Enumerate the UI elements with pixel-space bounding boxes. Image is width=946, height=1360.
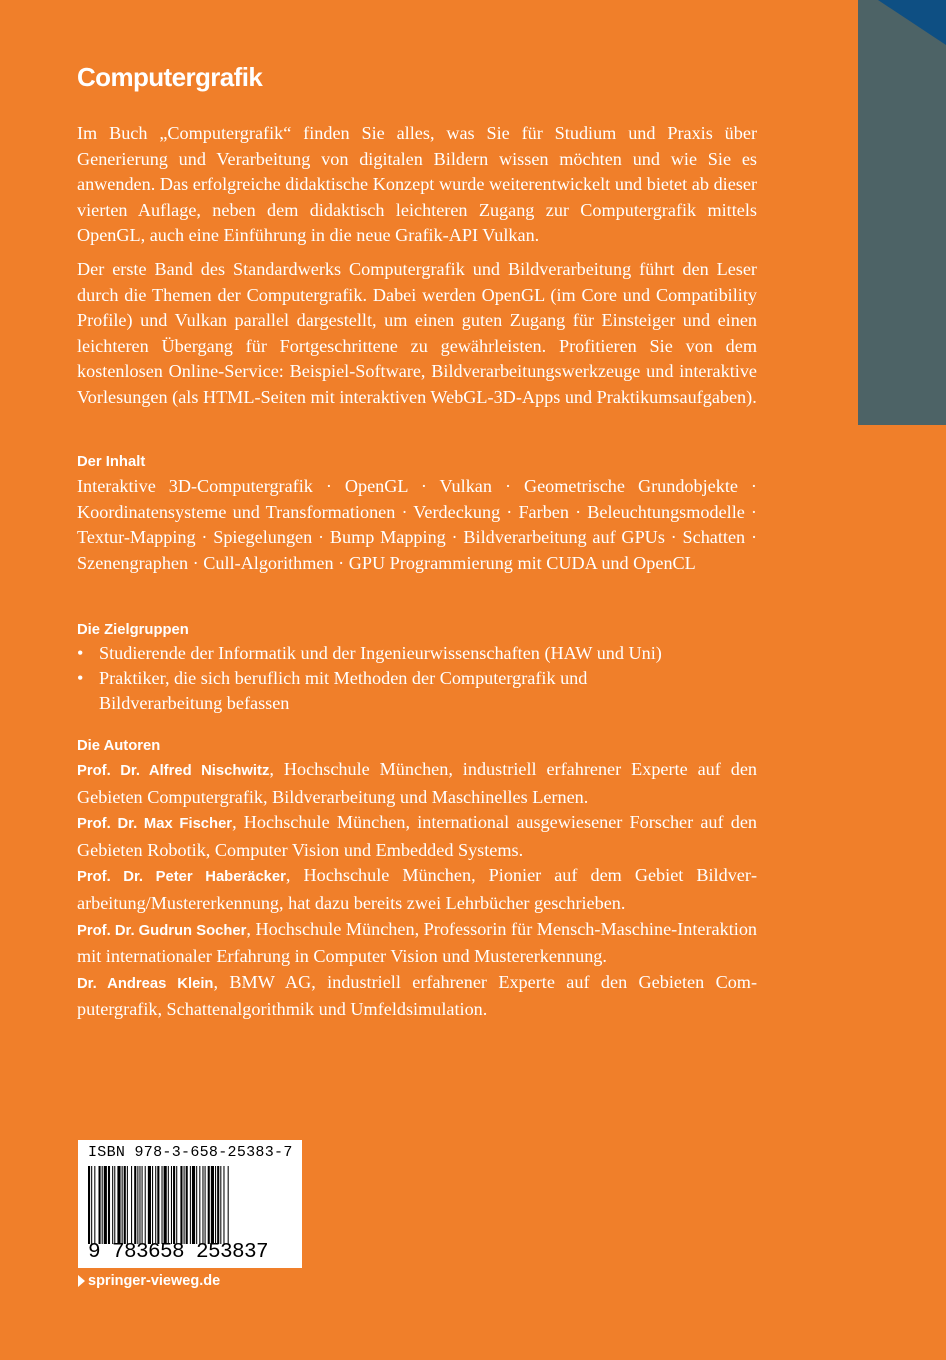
barcode-bar <box>196 1166 197 1244</box>
barcode-bar <box>122 1166 123 1244</box>
author-entry <box>77 863 757 916</box>
barcode-bar <box>202 1166 203 1244</box>
barcode-bar <box>168 1166 169 1244</box>
list-item-text: Praktiker, die sich beruflich mit Methoden der Computergrafik und Bildverarbeitung befassen <box>99 668 588 713</box>
barcode-bar <box>199 1166 200 1244</box>
barcode-bar <box>134 1166 136 1244</box>
section-inhalt <box>77 452 757 576</box>
barcode-digits: 9 783658 253837 <box>88 1241 269 1264</box>
barcode-bar <box>142 1166 143 1244</box>
barcode-bar <box>127 1166 128 1244</box>
barcode-bar <box>104 1166 107 1244</box>
barcode-bar <box>124 1166 126 1244</box>
section-zielgruppen <box>77 620 757 716</box>
author-name: Dr. Andreas Klein <box>77 975 214 992</box>
barcode-bar <box>148 1166 151 1244</box>
barcode-bar <box>117 1166 120 1244</box>
barcode-bar <box>220 1166 221 1244</box>
barcode-bar <box>157 1166 159 1244</box>
author-name: Prof. Dr. Alfred Nischwitz <box>77 763 270 779</box>
author-description: , Hochschule München, Professorin für Mensch-Maschine-Interaktion mit internationaler Erfahrung in Computer Vision und Mustererkennung. <box>77 918 758 967</box>
list-item-text: Studierende der Informatik und der Ingenieurwissenschaften (HAW und Uni) <box>99 643 662 663</box>
barcode-bar <box>171 1166 172 1244</box>
barcode-bar <box>176 1166 177 1244</box>
section-autoren <box>77 736 757 1023</box>
list-item <box>77 641 757 666</box>
barcode-bar <box>162 1166 163 1244</box>
target-group-list <box>77 641 757 716</box>
barcode-bar <box>205 1166 206 1244</box>
author-entry <box>77 810 757 863</box>
section-text: Interaktive 3D-Computergrafik · OpenGL · Vulkan · Geometrische Grundobjekte · Koordinatensysteme und Transformationen · Verdeckung · Farben · Beleuchtungsmodelle · Textur-Mapping · Spiegelungen · Bump Mapping · Bildverarbeitung auf GPUs · Schatten · Szenengraphen · Cull-Algorithmen · GPU Programmierung mit CUDA und OpenCL <box>77 476 757 573</box>
barcode-bar <box>112 1166 113 1244</box>
barcode-bar <box>114 1166 115 1244</box>
barcode-bar <box>180 1166 182 1244</box>
isbn-label: ISBN 978-3-658-25383-7 <box>88 1144 293 1161</box>
barcode-bar <box>217 1166 219 1244</box>
section-heading: Die Zielgruppen <box>77 622 189 638</box>
barcode-bar <box>215 1166 216 1244</box>
website-url: springer-vieweg.de <box>88 1273 221 1289</box>
bullet: • <box>77 668 84 688</box>
website-link[interactable] <box>78 1273 220 1289</box>
author-entry <box>77 757 757 810</box>
barcode-bar <box>99 1166 101 1244</box>
barcode-bar <box>223 1166 224 1244</box>
author-name: Prof. Dr. Max Fischer <box>77 816 233 833</box>
corner-triangle <box>878 0 946 45</box>
author-description: , Hochschule München, industriell erfahrener Experte auf den Gebieten Computergrafik, Bildverarbeitung und Maschinelles Lernen. <box>77 759 758 807</box>
author-description: , Hochschule München, Pionier auf dem Gebiet Bildverarbeitung/Mustererkennung, hat dazu bereits zwei Lehrbücher geschrieben. <box>77 865 757 913</box>
barcode-bar <box>190 1166 191 1244</box>
decorative-sidebar-stripe <box>858 0 946 425</box>
barcode-bar <box>186 1166 188 1244</box>
barcode-bar <box>108 1166 110 1244</box>
barcode-bar <box>88 1166 90 1244</box>
paragraph-text: Im Buch „Computergrafik“ finden Sie alles, was Sie für Studium und Praxis über Generierung und Verarbeitung von digitalen Bildern wissen möchten und wie Sie es anwenden. Das erfolgreiche didaktische Konzept wurde weiterentwickelt und bietet ab dieser vierten Auflage, neben dem didaktisch leichteren Zugang zur Computergrafik mittels OpenGL, auch eine Einführung in die neue Grafik-API Vulkan. <box>77 123 757 246</box>
author-description: , BMW AG, industriell erfahrener Experte auf den Gebieten Computergrafik, Schattenalgorithmik und Umfeldsimulation. <box>77 971 758 1020</box>
barcode-bar <box>155 1166 156 1244</box>
barcode-bar <box>164 1166 167 1244</box>
barcode-bar <box>228 1166 229 1244</box>
author-name: Prof. Dr. Gudrun Socher <box>77 922 247 939</box>
barcode-bar <box>208 1166 210 1244</box>
barcode-bar <box>173 1166 175 1244</box>
description-paragraph-1 <box>77 121 757 249</box>
author-entry <box>77 917 757 970</box>
barcode-bar <box>139 1166 140 1244</box>
barcode-bar <box>131 1166 132 1244</box>
barcode-bar <box>94 1166 95 1244</box>
barcode-bars <box>86 1166 294 1244</box>
book-title: Computergrafik <box>77 62 263 92</box>
list-item <box>77 666 679 716</box>
barcode-bar <box>211 1166 214 1244</box>
section-heading: Der Inhalt <box>77 454 146 470</box>
barcode-bar <box>102 1166 103 1244</box>
bullet: • <box>77 643 84 663</box>
barcode-bar <box>145 1166 146 1244</box>
author-name: Prof. Dr. Peter Haberäcker <box>77 869 286 886</box>
barcode <box>78 1140 302 1268</box>
barcode-bar <box>152 1166 153 1244</box>
barcode-bar <box>137 1166 138 1244</box>
author-entry <box>77 970 757 1023</box>
description-paragraph-2 <box>77 257 757 411</box>
section-heading: Die Autoren <box>77 738 161 754</box>
paragraph-text: Der erste Band des Standardwerks Computergrafik und Bildverarbeitung führt den Leser durch die Themen der Computergrafik. Dabei werden OpenGL (im Core und Compatibility Profile) und Vulkan parallel dargestellt, um einen guten Zugang für Einsteiger und einen leichteren Übergang für Fortgeschrittene zu gewährleisten. Profitieren Sie von dem kostenlosen Online-Service: Beispiel-Software, Bildverarbeitungswerkzeuge und interaktive Vorlesungen (als HTML-Seiten mit interaktiven WebGL-3D-Apps und Praktikumsaufgaben). <box>77 259 757 407</box>
author-description: , Hochschule München, international ausgewiesener Forscher auf den Gebieten Robotik, Computer Vision und Embedded Systems. <box>77 812 757 860</box>
barcode-bar <box>91 1166 92 1244</box>
barcode-bar <box>192 1166 195 1244</box>
arrow-right-icon <box>78 1275 85 1287</box>
barcode-bar <box>184 1166 185 1244</box>
